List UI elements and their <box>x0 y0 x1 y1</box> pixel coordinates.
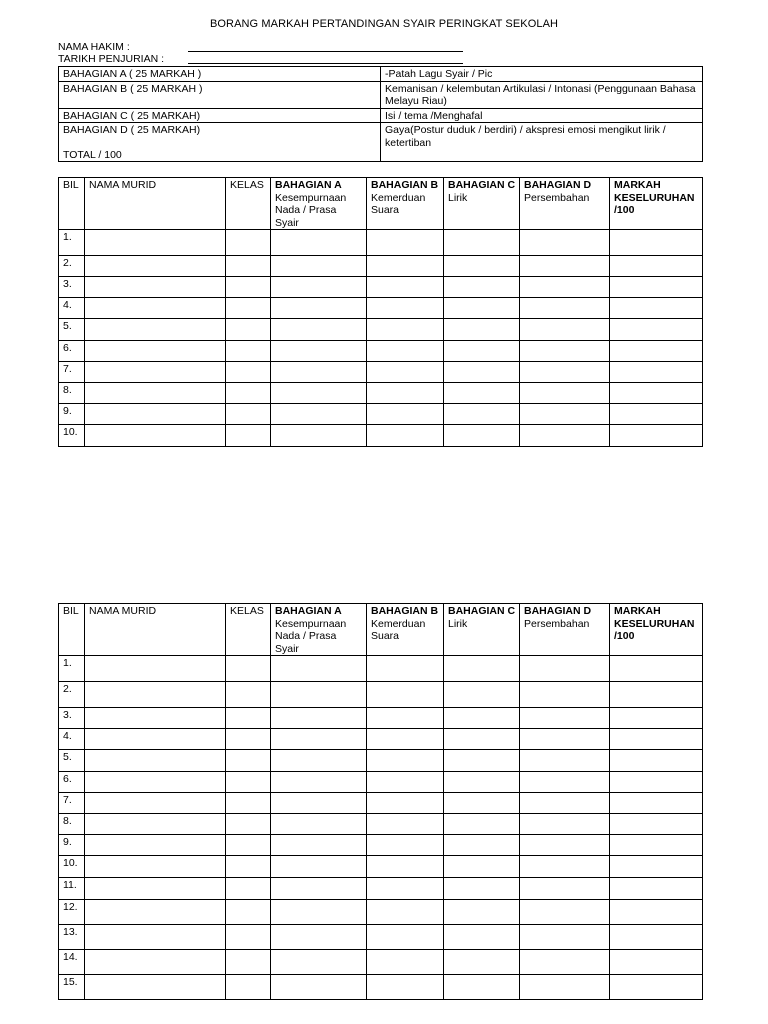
total-score-cell[interactable] <box>610 878 703 900</box>
header-nama-murid: NAMA MURID <box>85 604 226 656</box>
score-a-cell[interactable] <box>271 856 367 878</box>
table-row <box>59 230 703 256</box>
row-number: 13. <box>59 925 85 950</box>
criteria-description: Isi / tema /Menghafal <box>381 108 703 123</box>
student-name-cell[interactable] <box>85 277 226 298</box>
header-c-title: BAHAGIAN C <box>448 605 516 617</box>
score-d-cell[interactable] <box>520 814 610 835</box>
score-b-cell[interactable] <box>367 729 444 750</box>
score-d-cell[interactable] <box>520 856 610 878</box>
score-a-cell[interactable] <box>271 682 367 708</box>
row-number: 12. <box>59 900 85 925</box>
score-b-cell[interactable] <box>367 230 444 256</box>
header-b-title: BAHAGIAN B <box>371 179 439 191</box>
header-kelas: KELAS <box>226 178 271 230</box>
score-c-cell[interactable] <box>444 341 520 362</box>
student-name-cell[interactable] <box>85 793 226 814</box>
class-cell[interactable] <box>226 298 271 319</box>
score-b-cell[interactable] <box>367 425 444 447</box>
criteria-row <box>59 123 703 162</box>
score-table-2 <box>58 603 703 1000</box>
header-kelas: KELAS <box>226 604 271 656</box>
score-b-cell[interactable] <box>367 656 444 682</box>
total-score-cell[interactable] <box>610 383 703 404</box>
table-row <box>59 900 703 925</box>
total-score-cell[interactable] <box>610 793 703 814</box>
row-number: 3. <box>59 708 85 729</box>
judge-name-line[interactable] <box>188 51 463 52</box>
total-score-cell[interactable] <box>610 230 703 256</box>
student-name-cell[interactable] <box>85 772 226 793</box>
score-b-cell[interactable] <box>367 256 444 277</box>
score-b-cell[interactable] <box>367 682 444 708</box>
student-name-cell[interactable] <box>85 230 226 256</box>
score-b-cell[interactable] <box>367 383 444 404</box>
student-name-cell[interactable] <box>85 362 226 383</box>
total-score-cell[interactable] <box>610 682 703 708</box>
score-a-cell[interactable] <box>271 975 367 1000</box>
row-number: 6. <box>59 772 85 793</box>
header-a-title: BAHAGIAN A <box>275 179 342 191</box>
class-cell[interactable] <box>226 341 271 362</box>
table-row <box>59 950 703 975</box>
score-a-cell[interactable] <box>271 708 367 729</box>
score-c-cell[interactable] <box>444 878 520 900</box>
table-row <box>59 425 703 447</box>
score-b-cell[interactable] <box>367 362 444 383</box>
score-b-cell[interactable] <box>367 878 444 900</box>
class-cell[interactable] <box>226 772 271 793</box>
header-c-sub: Lirik <box>448 617 468 630</box>
score-b-cell[interactable] <box>367 856 444 878</box>
score-a-cell[interactable] <box>271 878 367 900</box>
score-d-cell[interactable] <box>520 835 610 856</box>
score-a-cell[interactable] <box>271 750 367 772</box>
student-name-cell[interactable] <box>85 341 226 362</box>
score-header-row <box>59 178 703 230</box>
header-b-sub: Kemerduan Suara <box>371 617 426 642</box>
row-number: 4. <box>59 298 85 319</box>
table-row <box>59 925 703 950</box>
score-d-cell[interactable] <box>520 750 610 772</box>
header-b-title: BAHAGIAN B <box>371 605 439 617</box>
score-a-cell[interactable] <box>271 362 367 383</box>
score-a-cell[interactable] <box>271 298 367 319</box>
total-score-cell[interactable] <box>610 975 703 1000</box>
student-name-cell[interactable] <box>85 925 226 950</box>
row-number: 1. <box>59 656 85 682</box>
score-c-cell[interactable] <box>444 362 520 383</box>
class-cell[interactable] <box>226 925 271 950</box>
row-number: 5. <box>59 750 85 772</box>
score-c-cell[interactable] <box>444 835 520 856</box>
score-d-cell[interactable] <box>520 900 610 925</box>
score-a-cell[interactable] <box>271 793 367 814</box>
score-b-cell[interactable] <box>367 900 444 925</box>
header-bahagian-d <box>520 178 610 230</box>
score-d-cell[interactable] <box>520 319 610 341</box>
total-score-cell[interactable] <box>610 298 703 319</box>
table-row <box>59 298 703 319</box>
score-a-cell[interactable] <box>271 230 367 256</box>
score-d-cell[interactable] <box>520 383 610 404</box>
header-a-sub: Kesempurnaan Nada / Prasa Syair <box>275 617 347 655</box>
score-c-cell[interactable] <box>444 950 520 975</box>
total-score-cell[interactable] <box>610 708 703 729</box>
header-bahagian-a <box>271 178 367 230</box>
class-cell[interactable] <box>226 404 271 425</box>
score-a-cell[interactable] <box>271 319 367 341</box>
total-label: TOTAL / 100 <box>63 148 122 161</box>
table-row <box>59 750 703 772</box>
class-cell[interactable] <box>226 729 271 750</box>
student-name-cell[interactable] <box>85 256 226 277</box>
student-name-cell[interactable] <box>85 900 226 925</box>
table-row <box>59 256 703 277</box>
class-cell[interactable] <box>226 793 271 814</box>
table-row <box>59 341 703 362</box>
table-row <box>59 772 703 793</box>
header-nama-murid: NAMA MURID <box>85 178 226 230</box>
score-d-cell[interactable] <box>520 277 610 298</box>
table-row <box>59 975 703 1000</box>
table-row <box>59 362 703 383</box>
score-d-cell[interactable] <box>520 772 610 793</box>
total-score-cell[interactable] <box>610 835 703 856</box>
score-d-cell[interactable] <box>520 362 610 383</box>
score-a-cell[interactable] <box>271 425 367 447</box>
score-d-cell[interactable] <box>520 793 610 814</box>
score-d-cell[interactable] <box>520 404 610 425</box>
score-d-cell[interactable] <box>520 925 610 950</box>
header-bahagian-d <box>520 604 610 656</box>
class-cell[interactable] <box>226 319 271 341</box>
judging-date-label: TARIKH PENJURIAN : <box>58 53 164 65</box>
score-d-cell[interactable] <box>520 975 610 1000</box>
score-a-cell[interactable] <box>271 900 367 925</box>
score-d-cell[interactable] <box>520 729 610 750</box>
student-name-cell[interactable] <box>85 950 226 975</box>
total-score-cell[interactable] <box>610 656 703 682</box>
score-c-cell[interactable] <box>444 277 520 298</box>
total-score-cell[interactable] <box>610 256 703 277</box>
score-a-cell[interactable] <box>271 772 367 793</box>
score-a-cell[interactable] <box>271 404 367 425</box>
row-number: 8. <box>59 814 85 835</box>
score-table-1 <box>58 177 703 447</box>
class-cell[interactable] <box>226 900 271 925</box>
header-d-title: BAHAGIAN D <box>524 179 592 191</box>
header-bil: BIL <box>59 178 85 230</box>
score-b-cell[interactable] <box>367 319 444 341</box>
score-c-cell[interactable] <box>444 925 520 950</box>
score-d-cell[interactable] <box>520 878 610 900</box>
student-name-cell[interactable] <box>85 425 226 447</box>
student-name-cell[interactable] <box>85 814 226 835</box>
header-d-title: BAHAGIAN D <box>524 605 592 617</box>
class-cell[interactable] <box>226 878 271 900</box>
total-score-cell[interactable] <box>610 277 703 298</box>
criteria-description: -Patah Lagu Syair / Pic <box>381 67 703 82</box>
row-number: 5. <box>59 319 85 341</box>
student-name-cell[interactable] <box>85 298 226 319</box>
class-cell[interactable] <box>226 277 271 298</box>
header-bahagian-b <box>367 178 444 230</box>
class-cell[interactable] <box>226 656 271 682</box>
class-cell[interactable] <box>226 383 271 404</box>
criteria-row <box>59 108 703 123</box>
row-number: 2. <box>59 256 85 277</box>
table-row <box>59 856 703 878</box>
row-number: 10. <box>59 425 85 447</box>
student-name-cell[interactable] <box>85 750 226 772</box>
table-row <box>59 814 703 835</box>
header-markah-keseluruhan: MARKAH KESELURUHAN /100 <box>610 604 703 656</box>
score-c-cell[interactable] <box>444 230 520 256</box>
row-number: 11. <box>59 878 85 900</box>
score-d-cell[interactable] <box>520 230 610 256</box>
score-b-cell[interactable] <box>367 814 444 835</box>
table-row <box>59 708 703 729</box>
criteria-section: BAHAGIAN A ( 25 MARKAH ) <box>59 67 381 82</box>
score-c-cell[interactable] <box>444 256 520 277</box>
score-c-cell[interactable] <box>444 656 520 682</box>
score-d-cell[interactable] <box>520 298 610 319</box>
header-b-sub: Kemerduan Suara <box>371 191 426 216</box>
score-b-cell[interactable] <box>367 341 444 362</box>
header-c-sub: Lirik <box>448 191 468 204</box>
score-d-cell[interactable] <box>520 708 610 729</box>
class-cell[interactable] <box>226 362 271 383</box>
score-b-cell[interactable] <box>367 277 444 298</box>
total-score-cell[interactable] <box>610 341 703 362</box>
row-number: 8. <box>59 383 85 404</box>
class-cell[interactable] <box>226 950 271 975</box>
score-b-cell[interactable] <box>367 772 444 793</box>
score-d-cell[interactable] <box>520 425 610 447</box>
total-score-cell[interactable] <box>610 404 703 425</box>
header-c-title: BAHAGIAN C <box>448 179 516 191</box>
table-row <box>59 835 703 856</box>
table-row <box>59 793 703 814</box>
class-cell[interactable] <box>226 708 271 729</box>
score-d-cell[interactable] <box>520 256 610 277</box>
score-a-cell[interactable] <box>271 383 367 404</box>
score-c-cell[interactable] <box>444 298 520 319</box>
header-d-sub: Persembahan <box>524 191 590 204</box>
header-a-sub: Kesempurnaan Nada / Prasa Syair <box>275 191 347 229</box>
table-row <box>59 656 703 682</box>
row-number: 9. <box>59 835 85 856</box>
score-b-cell[interactable] <box>367 975 444 1000</box>
score-c-cell[interactable] <box>444 900 520 925</box>
score-b-cell[interactable] <box>367 950 444 975</box>
total-score-cell[interactable] <box>610 362 703 383</box>
row-number: 4. <box>59 729 85 750</box>
judge-name-label: NAMA HAKIM : <box>58 41 130 53</box>
table-row <box>59 383 703 404</box>
score-a-cell[interactable] <box>271 277 367 298</box>
score-b-cell[interactable] <box>367 925 444 950</box>
score-b-cell[interactable] <box>367 298 444 319</box>
table-row <box>59 277 703 298</box>
criteria-row <box>59 67 703 82</box>
row-number: 14. <box>59 950 85 975</box>
criteria-section: BAHAGIAN B ( 25 MARKAH ) <box>59 81 381 108</box>
score-c-cell[interactable] <box>444 750 520 772</box>
student-name-cell[interactable] <box>85 878 226 900</box>
class-cell[interactable] <box>226 835 271 856</box>
header-bahagian-c <box>444 178 520 230</box>
student-name-cell[interactable] <box>85 729 226 750</box>
score-b-cell[interactable] <box>367 835 444 856</box>
class-cell[interactable] <box>226 814 271 835</box>
header-markah-keseluruhan: MARKAH KESELURUHAN /100 <box>610 178 703 230</box>
score-d-cell[interactable] <box>520 682 610 708</box>
total-score-cell[interactable] <box>610 925 703 950</box>
class-cell[interactable] <box>226 230 271 256</box>
score-c-cell[interactable] <box>444 772 520 793</box>
student-name-cell[interactable] <box>85 383 226 404</box>
row-number: 10. <box>59 856 85 878</box>
total-score-cell[interactable] <box>610 729 703 750</box>
class-cell[interactable] <box>226 256 271 277</box>
total-score-cell[interactable] <box>610 319 703 341</box>
score-c-cell[interactable] <box>444 425 520 447</box>
student-name-cell[interactable] <box>85 975 226 1000</box>
judging-date-line[interactable] <box>188 63 463 64</box>
score-b-cell[interactable] <box>367 404 444 425</box>
score-c-cell[interactable] <box>444 404 520 425</box>
score-a-cell[interactable] <box>271 814 367 835</box>
student-name-cell[interactable] <box>85 319 226 341</box>
score-d-cell[interactable] <box>520 341 610 362</box>
total-score-cell[interactable] <box>610 900 703 925</box>
row-number: 3. <box>59 277 85 298</box>
criteria-row <box>59 81 703 108</box>
row-number: 7. <box>59 362 85 383</box>
criteria-section <box>59 123 381 162</box>
header-a-title: BAHAGIAN A <box>275 605 342 617</box>
class-cell[interactable] <box>226 750 271 772</box>
student-name-cell[interactable] <box>85 682 226 708</box>
score-c-cell[interactable] <box>444 682 520 708</box>
class-cell[interactable] <box>226 856 271 878</box>
class-cell[interactable] <box>226 682 271 708</box>
header-bahagian-a <box>271 604 367 656</box>
row-number: 2. <box>59 682 85 708</box>
student-name-cell[interactable] <box>85 656 226 682</box>
score-c-cell[interactable] <box>444 814 520 835</box>
class-cell[interactable] <box>226 425 271 447</box>
score-b-cell[interactable] <box>367 750 444 772</box>
score-a-cell[interactable] <box>271 341 367 362</box>
student-name-cell[interactable] <box>85 856 226 878</box>
total-score-cell[interactable] <box>610 750 703 772</box>
form-title: BORANG MARKAH PERTANDINGAN SYAIR PERINGKAT SEKOLAH <box>209 18 559 30</box>
criteria-description: Kemanisan / kelembutan Artikulasi / Intonasi (Penggunaan Bahasa Melayu Riau) <box>381 81 703 108</box>
row-number: 9. <box>59 404 85 425</box>
score-d-cell[interactable] <box>520 950 610 975</box>
table-row <box>59 682 703 708</box>
score-a-cell[interactable] <box>271 950 367 975</box>
total-score-cell[interactable] <box>610 425 703 447</box>
row-number: 7. <box>59 793 85 814</box>
table-row <box>59 729 703 750</box>
table-row <box>59 319 703 341</box>
score-b-cell[interactable] <box>367 708 444 729</box>
total-score-cell[interactable] <box>610 772 703 793</box>
row-number: 1. <box>59 230 85 256</box>
score-a-cell[interactable] <box>271 925 367 950</box>
criteria-table <box>58 66 703 162</box>
header-bahagian-b <box>367 604 444 656</box>
class-cell[interactable] <box>226 975 271 1000</box>
score-c-cell[interactable] <box>444 708 520 729</box>
header-bahagian-c <box>444 604 520 656</box>
score-a-cell[interactable] <box>271 656 367 682</box>
total-score-cell[interactable] <box>610 950 703 975</box>
total-score-cell[interactable] <box>610 856 703 878</box>
student-name-cell[interactable] <box>85 835 226 856</box>
header-d-sub: Persembahan <box>524 617 590 630</box>
header-bil: BIL <box>59 604 85 656</box>
row-number: 15. <box>59 975 85 1000</box>
table-row <box>59 404 703 425</box>
total-score-cell[interactable] <box>610 814 703 835</box>
student-name-cell[interactable] <box>85 708 226 729</box>
score-c-cell[interactable] <box>444 383 520 404</box>
score-c-cell[interactable] <box>444 975 520 1000</box>
score-c-cell[interactable] <box>444 319 520 341</box>
criteria-description: Gaya(Postur duduk / berdiri) / akspresi emosi mengikut lirik / ketertiban <box>381 123 703 162</box>
score-c-cell[interactable] <box>444 793 520 814</box>
table-row <box>59 878 703 900</box>
score-a-cell[interactable] <box>271 256 367 277</box>
student-name-cell[interactable] <box>85 404 226 425</box>
score-c-cell[interactable] <box>444 729 520 750</box>
score-b-cell[interactable] <box>367 793 444 814</box>
score-a-cell[interactable] <box>271 835 367 856</box>
criteria-section: BAHAGIAN C ( 25 MARKAH) <box>59 108 381 123</box>
score-c-cell[interactable] <box>444 856 520 878</box>
score-header-row <box>59 604 703 656</box>
score-a-cell[interactable] <box>271 729 367 750</box>
row-number: 6. <box>59 341 85 362</box>
score-d-cell[interactable] <box>520 656 610 682</box>
criteria-section-label: BAHAGIAN D ( 25 MARKAH) <box>63 124 201 136</box>
